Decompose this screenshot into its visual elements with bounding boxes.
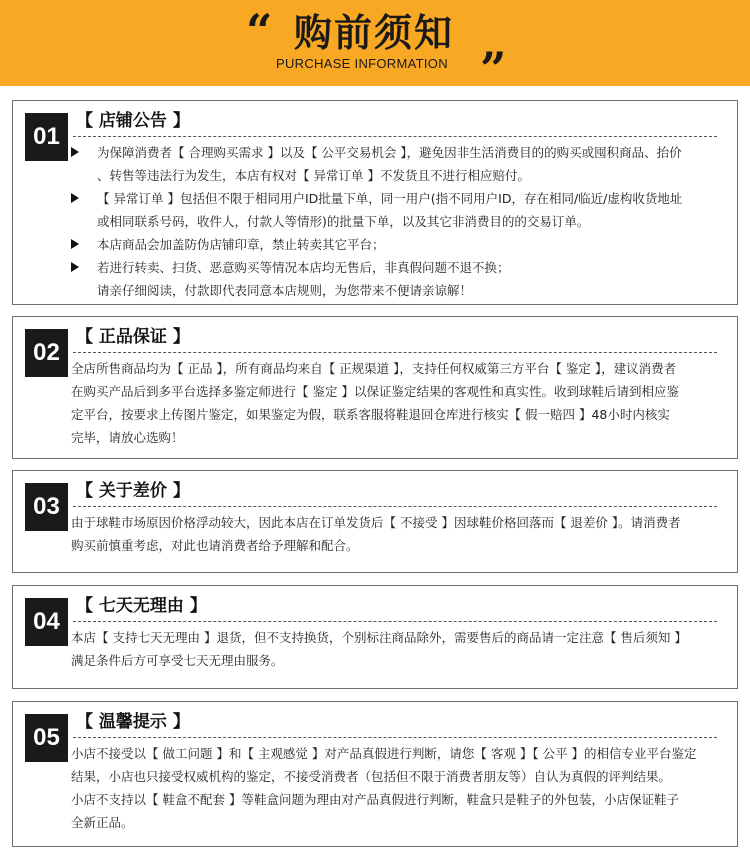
triangle-bullet-icon — [71, 193, 79, 203]
body-line: 定平台，按要求上传图片鉴定，如果鉴定为假，联系客服将鞋退回仓库进行核实【 假一赔四 】48小时内核实 — [71, 407, 670, 422]
body-line: 全店所售商品均为【 正品 】，所有商品均来自【 正规渠道 】，支持任何权威第三方平台【 鉴定 】，建议消费者 — [71, 361, 677, 376]
list-item-continued: 、转售等违法行为发生，本店有权对【 异常订单 】不发货且不进行相应赔付。 — [97, 168, 530, 183]
body-line: 小店不接受以【 做工问题 】和【 主观感觉 】对产品真假进行判断，请您【 客观 】【 公平 】的相信专业平台鉴定 — [71, 746, 697, 761]
section-title: 【 七天无理由 】 — [76, 596, 207, 616]
list-item: 【 异常订单 】包括但不限于相同用户ID批量下单，同一用户(指不同用户ID，存在相同/临近/虚构收货地址 — [71, 187, 719, 210]
body-line: 由于球鞋市场原因价格浮动较大，因此本店在订单发货后【 不接受 】因球鞋价格回落而【 退差价 】。请消费者 — [71, 515, 681, 530]
section-number: 05 — [25, 714, 68, 762]
divider — [73, 506, 717, 507]
section-kind-reminder — [12, 701, 738, 847]
page-subtitle: PURCHASE INFORMATION — [276, 56, 448, 71]
section-body — [71, 511, 719, 557]
body-line: 满足条件后方可享受七天无理由服务。 — [71, 653, 284, 668]
divider — [73, 621, 717, 622]
section-store-notice — [12, 100, 738, 305]
divider — [73, 737, 717, 738]
open-quote-icon: “ — [246, 4, 273, 58]
list-item: 为保障消费者【 合理购买需求 】以及【 公平交易机会 】，避免因非生活消费目的的购买或囤积商品、抬价 — [71, 141, 719, 164]
close-quote-icon: ” — [480, 42, 507, 96]
body-line: 小店不支持以【 鞋盒不配套 】等鞋盒问题为理由对产品真假进行判断，鞋盒只是鞋子的外包装，小店保证鞋子 — [71, 792, 679, 807]
body-line: 购买前慎重考虑，对此也请消费者给予理解和配合。 — [71, 538, 359, 553]
section-title: 【 正品保证 】 — [76, 327, 190, 347]
divider — [73, 352, 717, 353]
list-item-continued: 请亲仔细阅读，付款即代表同意本店规则，为您带来不便请亲谅解！ — [97, 283, 473, 298]
body-line: 结果，小店也只接受权威机构的鉴定，不接受消费者（包括但不限于消费者朋友等）自认为真假的评判结果。 — [71, 769, 672, 784]
section-price-difference — [12, 470, 738, 573]
section-title: 【 温馨提示 】 — [76, 712, 190, 732]
divider — [73, 136, 717, 137]
section-number: 03 — [25, 483, 68, 531]
triangle-bullet-icon — [71, 262, 79, 272]
section-body — [71, 626, 719, 672]
body-line: 在购买产品后到多平台选择多鉴定师进行【 鉴定 】以保证鉴定结果的客观性和真实性。收到球鞋后请到相应鉴 — [71, 384, 679, 399]
section-number: 04 — [25, 598, 68, 646]
list-item: 本店商品会加盖防伪店铺印章，禁止转卖其它平台； — [71, 233, 719, 256]
triangle-bullet-icon — [71, 147, 79, 157]
section-authentic-guarantee — [12, 316, 738, 459]
section-title: 【 店铺公告 】 — [76, 111, 190, 131]
section-seven-day-return — [12, 585, 738, 689]
section-title: 【 关于差价 】 — [76, 481, 190, 501]
body-line: 全新正品。 — [71, 815, 134, 830]
body-line: 本店【 支持七天无理由 】退货，但不支持换货，个别标注商品除外，需要售后的商品请一定注意【 售后须知 】 — [71, 630, 687, 645]
triangle-bullet-icon — [71, 239, 79, 249]
section-number: 02 — [25, 329, 68, 377]
section-body — [71, 357, 719, 449]
section-body — [71, 141, 719, 302]
section-body — [71, 742, 719, 834]
header-banner — [0, 0, 750, 96]
list-item: 若进行转卖、扫货、恶意购买等情况本店均无售后，非真假问题不退不换； — [71, 256, 719, 279]
list-item-continued: 或相同联系号码，收件人，付款人等情形)的批量下单，以及其它非消费目的的交易订单。 — [97, 214, 590, 229]
body-line: 完毕，请放心选购！ — [71, 430, 184, 445]
page-title: 购前须知 — [294, 11, 455, 55]
section-number: 01 — [25, 113, 68, 161]
